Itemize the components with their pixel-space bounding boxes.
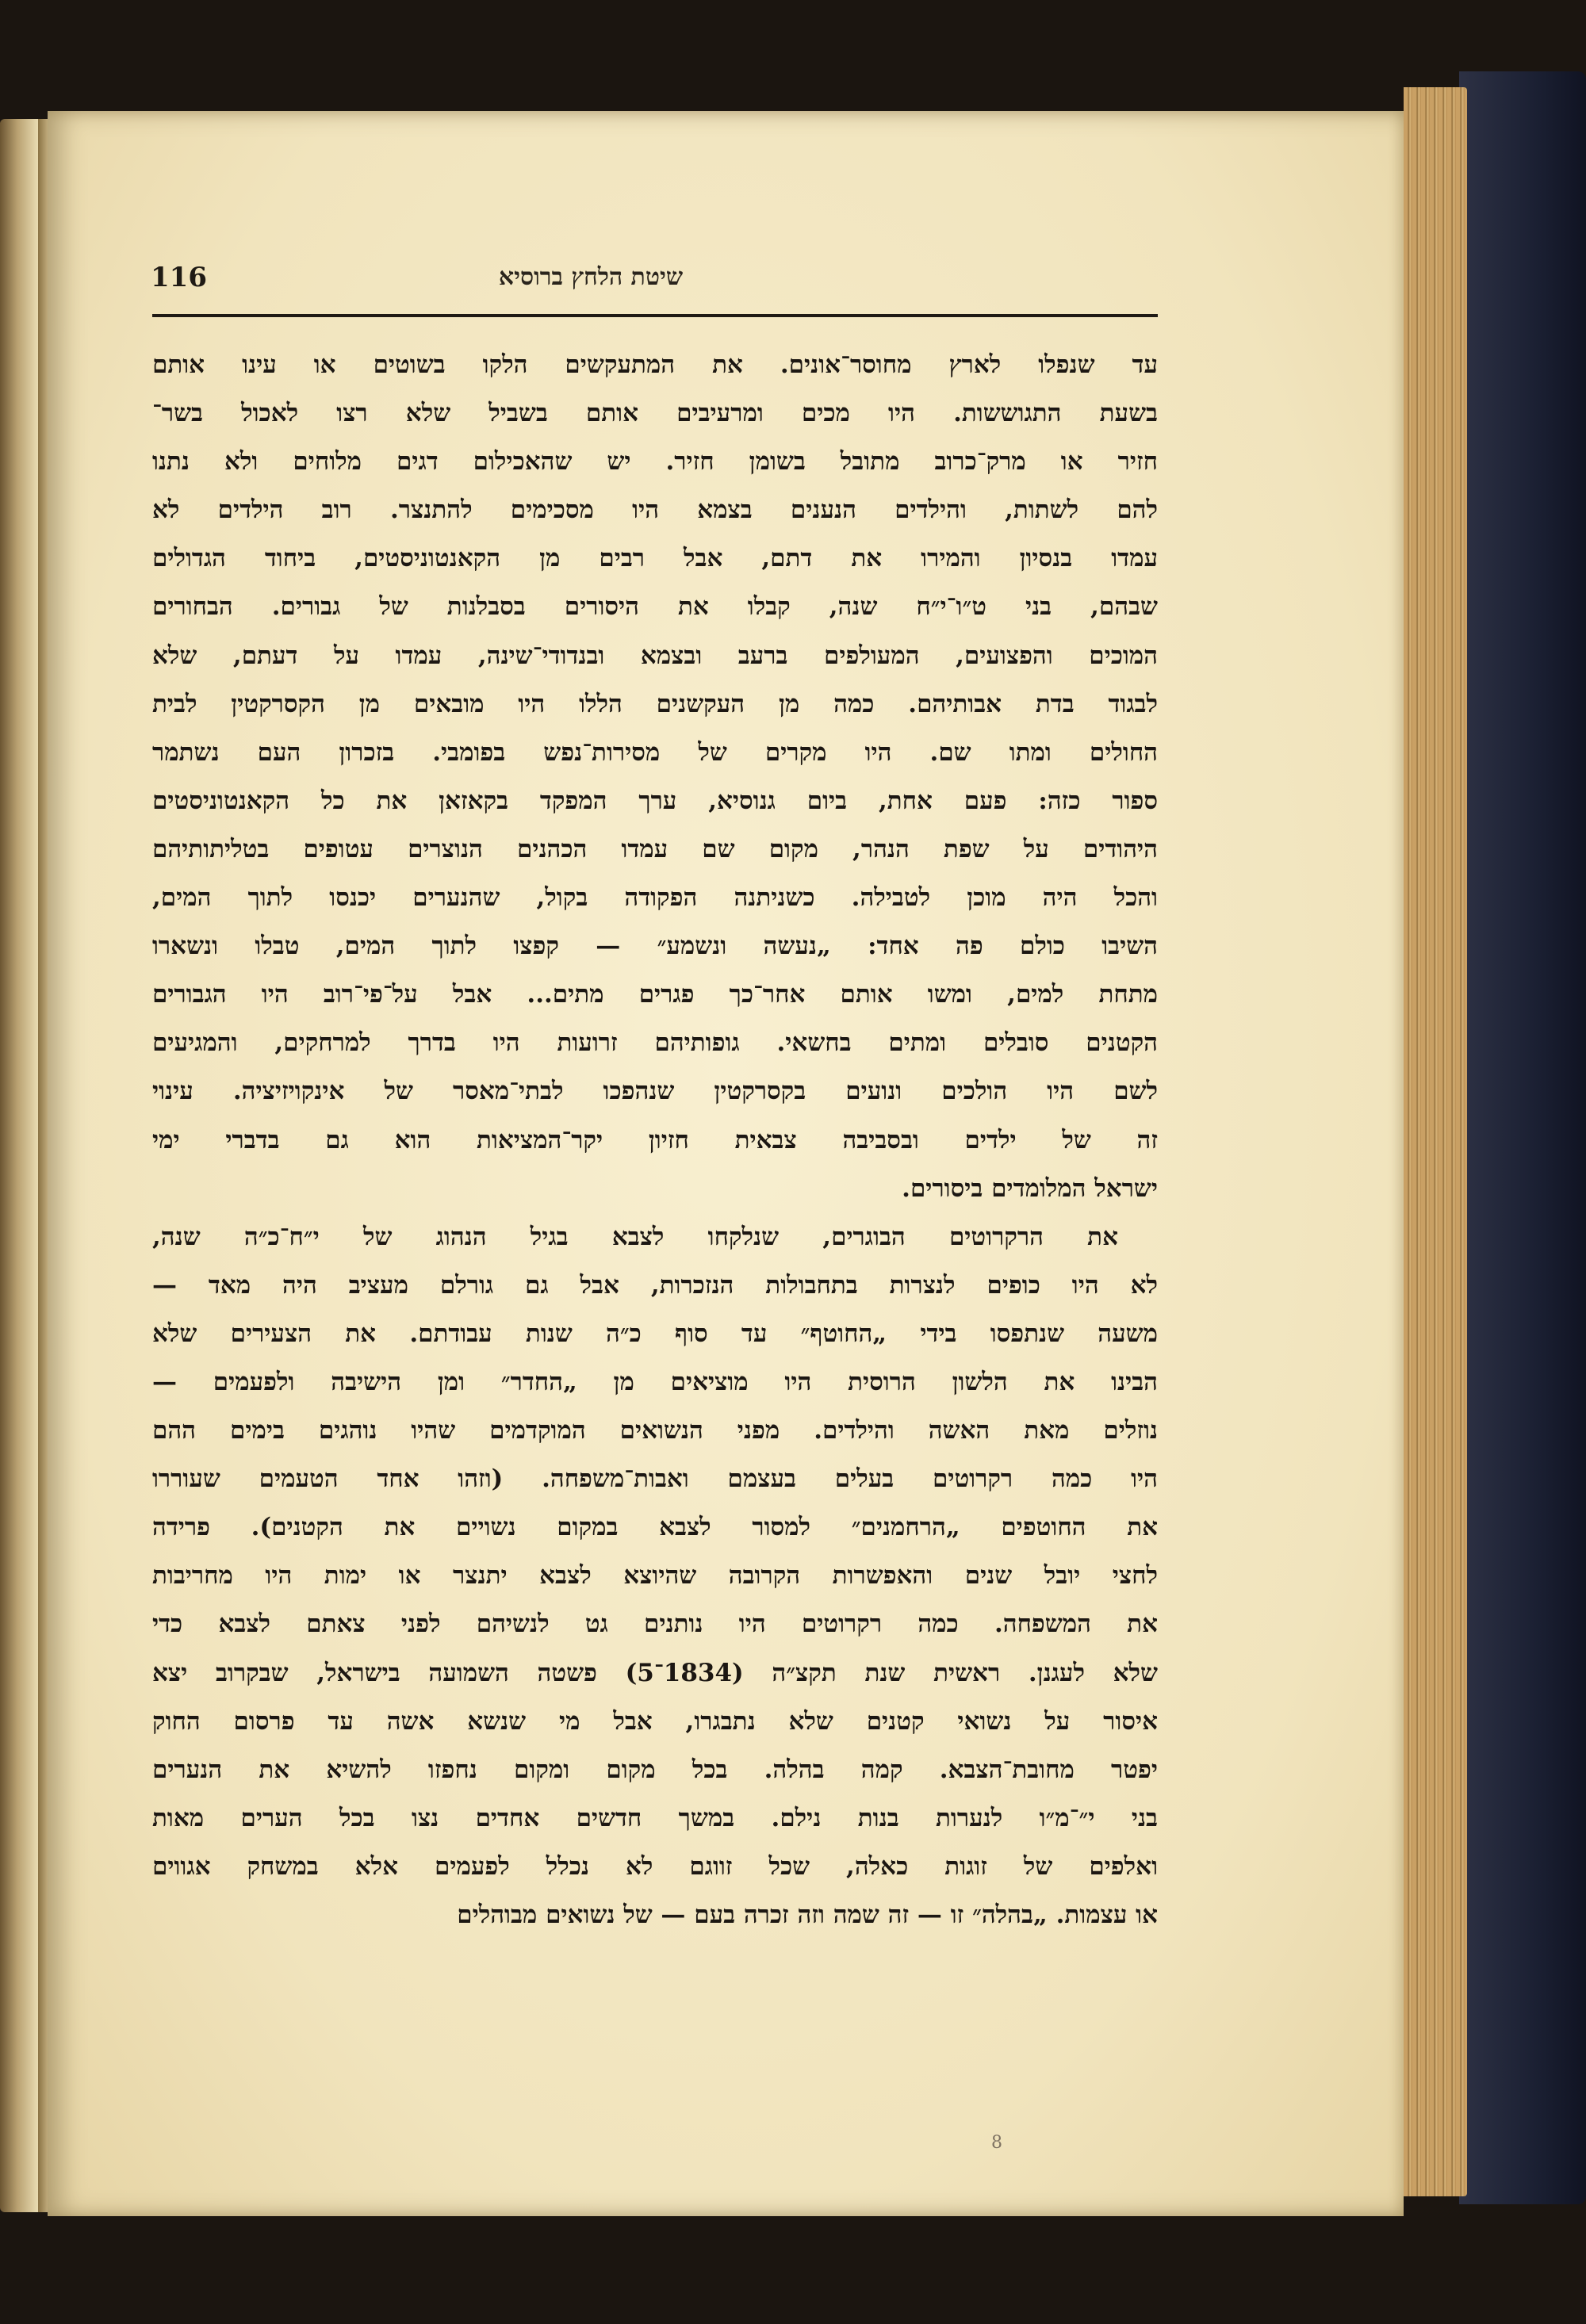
text-line: לבגוד בדת אבותיהם. כמה מן העקשנים הללו היו מובאים מן הקסרקטין לבית xyxy=(152,689,1158,718)
body-text xyxy=(152,341,1158,1939)
text-line: ישראל המלומדים ביסורים. xyxy=(902,1173,1158,1203)
text-line: את החוטפים „הרחמנים״ למסור לצבא במקום נשויים את הקטנים). פרידה xyxy=(152,1513,1158,1542)
text-line: הבינו את הלשון הרוסית היו מוציאים מן „החדר״ ומן הישיבה ולפעמים — xyxy=(152,1367,1158,1396)
text-line: עמדו בנסיון והמירו את דתם, אבל רבים מן הקאנטוניסטים, ביחוד הגדולים xyxy=(152,544,1158,573)
page-header xyxy=(151,262,1158,309)
text-line: בשעת התגוששות. היו מכים ומרעיבים אותם בשביל שלא רצו לאכול בשר־ xyxy=(152,399,1158,428)
left-page-edge xyxy=(0,119,38,2212)
text-line: היהודים על שפת הנהר, מקום שם עמדו הכהנים הנוצרים עטופים בטליתותיהם xyxy=(152,834,1158,863)
text-line: נוזלים מאת האשה והילדים. מפני הנשואים המוקדמים שהיו נוהגים בימים ההם xyxy=(152,1416,1158,1445)
page-number: 116 xyxy=(151,262,207,293)
text-line: ספור כזה: פעם אחת, ביום גנוסיא, ערך המפקד בקאזאן את כל הקאנטוניסטים xyxy=(152,786,1158,815)
text-line: השיבו כולם פה אחד: „נעשה ונשמע״ — קפצו לתוך המים, טבלו ונשארו xyxy=(152,932,1158,961)
text-line: היו כמה רקרוטים בעלים בעצמם ואבות־משפחה. (וזהו אחד הטעמים שעוררו xyxy=(152,1464,1158,1494)
text-line: את המשפחה. כמה רקרוטים היו נותנים גט לנשיהם לפני צאתם לצבא כדי xyxy=(152,1610,1158,1639)
text-line: משעה שנתפסו בידי „החוטף״ עד סוף כ״ה שנות עבודתם. את הצעירים שלא xyxy=(152,1319,1158,1348)
text-line: ואלפים של זוגות כאלה, שכל זווגם לא נכלל לפעמים אלא במשחק אגווים xyxy=(152,1851,1158,1881)
text-line: שלא לעגנן. ראשית שנת תקצ״ה (1834־5) פשטה השמועה בישראל, שבקרוב יצא xyxy=(152,1658,1158,1687)
text-line: לא היו כופים לנצרות בתחבולות הנזכרות, אבל גם גורלם מעציב היה מאד — xyxy=(152,1270,1158,1300)
text-line: או עצמות. „בהלה״ זו — זה שמה וזה זכרה בעם — של נשואים מבוהלים xyxy=(457,1901,1158,1929)
text-line: הקטנים סובלים ומתים בחשאי. גופותיהם זרועות היו בדרך למרחקים, והמגיעים xyxy=(152,1028,1158,1058)
text-line: המוכים והפצועים, המעולפים ברעב ובצמא ובנדודי־שינה, עמדו על דעתם, שלא xyxy=(152,641,1158,670)
text-line: החולים ומתו שם. היו מקרים של מסירות־נפש בפומבי. בזכרון העם נשתמר xyxy=(152,737,1158,767)
book-cover xyxy=(1459,71,1586,2204)
text-line: בני י״־מ״ו לנערות בנות נילם. במשך חדשים אחדים נצו בכל הערים מאות xyxy=(152,1803,1158,1832)
header-rule xyxy=(152,314,1158,317)
text-line: את הרקרוטים הבוגרים, שנלקחו לצבא בגיל הנהוג של י״ח־כ״ה שנה, xyxy=(152,1222,1118,1251)
text-line: זה של ילדים ובסביבה צבאית חזיון יקר־המציאות הוא גם בדברי ימי xyxy=(152,1125,1158,1154)
text-line: לשם היו הולכים ונועים בקסרקטין שנהפכו לבתי־מאסר של אינקויזיציה. עינוי xyxy=(152,1077,1158,1106)
text-line: להם לשתות, והילדים הנענים בצמא היו מסכימים להתנצר. רוב הילדים לא xyxy=(152,496,1158,525)
text-line: חזיר או מרק־כרוב מתובל בשומן חזיר. יש שהאכילום דגים מלוחים ולא נתנו xyxy=(152,447,1158,477)
text-line: מתחת למים, ומשו אותם אחר־כך פגרים מתים... אבל על־פי־רוב היו הגבורים xyxy=(152,980,1158,1009)
page-leaf-edges xyxy=(1404,87,1467,2196)
folio-mark: 8 xyxy=(991,2133,1002,2153)
text-line: לחצי יובל שנים והאפשרות הקרובה שהיוצא לצבא יתנצר או ימות היו מחריבות xyxy=(152,1561,1158,1591)
text-line: עד שנפלו לארץ מחוסר־אונים. את המתעקשים הלקו בשוטים או עינו אותם xyxy=(152,350,1158,379)
text-line: יפטר מחובת־הצבא. קמה בהלה. בכל מקום ומקום נחפזו להשיא את הנערים xyxy=(152,1755,1158,1784)
text-line: איסור על נשואי קטנים שלא נתבגרו, אבל מי שנשא אשה עד פרסום החוק xyxy=(152,1706,1158,1736)
text-line: והכל היה מוכן לטבילה. כשניתנה הפקודה בקול, שהנערים יכנסו לתוך המים, xyxy=(152,883,1158,913)
running-head: שיטת הלחץ ברוסיא xyxy=(498,263,684,291)
text-line: שבהם, בני ט״ו־י״ח שנה, קבלו את היסורים בסבלנות של גבורים. הבחורים xyxy=(152,592,1158,622)
